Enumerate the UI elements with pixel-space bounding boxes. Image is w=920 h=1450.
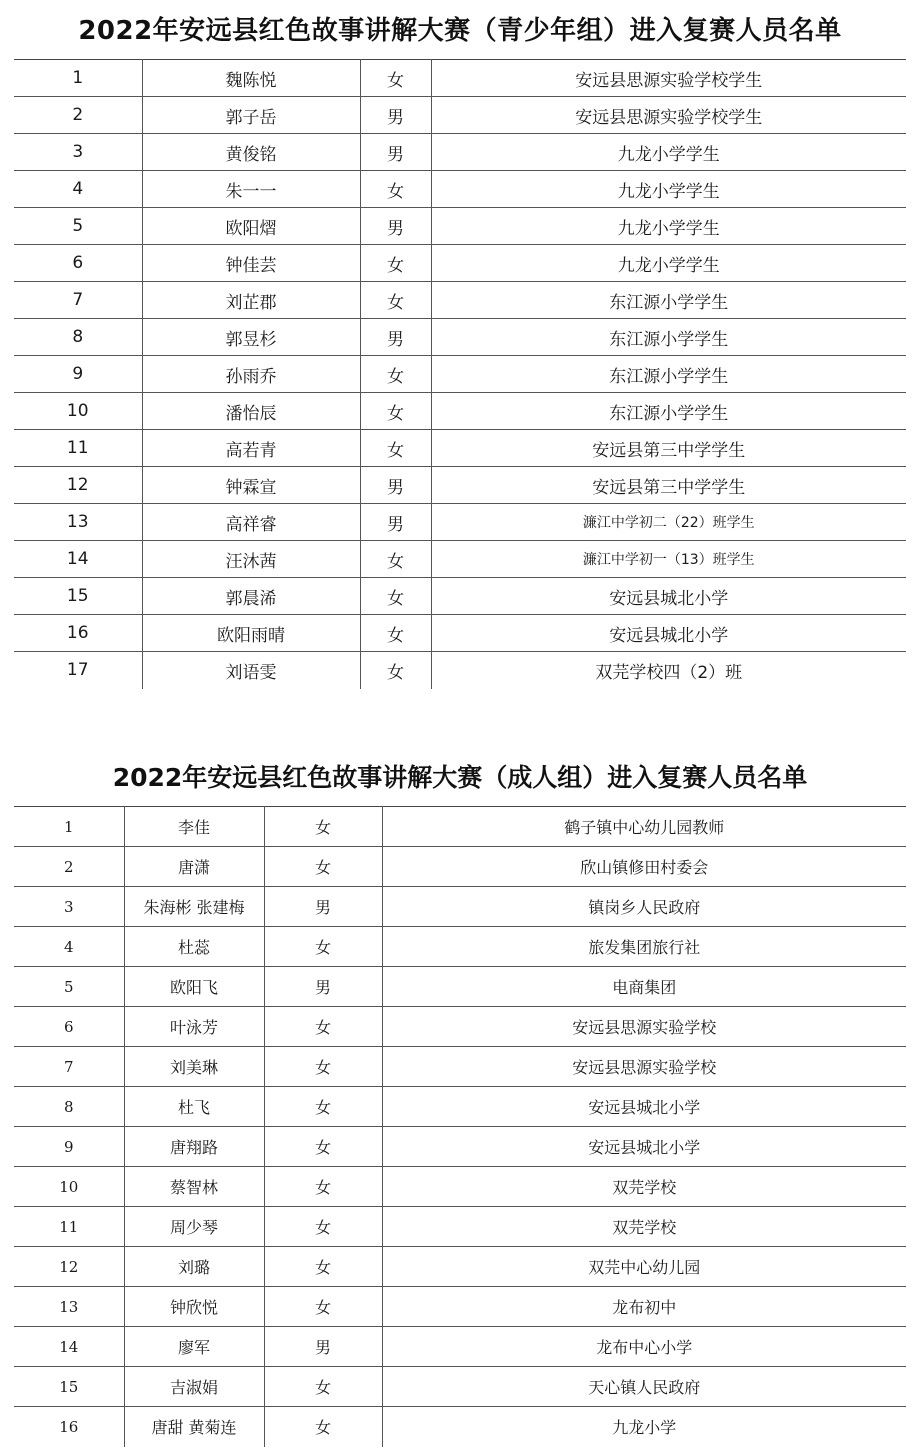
row-number: 11 [14, 430, 142, 467]
table-row [14, 1047, 906, 1087]
participant-name: 欧阳雨晴 [142, 615, 360, 652]
table-row [14, 356, 906, 393]
participant-name: 朱海彬 张建梅 [124, 887, 264, 927]
participant-unit: 九龙小学 [612, 1418, 677, 1438]
participant-name: 朱一一 [142, 171, 360, 208]
participant-unit: 鹤子镇中心幼儿园教师 [382, 807, 906, 847]
row-number: 1 [14, 60, 142, 97]
table-row [14, 847, 906, 887]
row-number: 2 [14, 847, 124, 887]
participant-name: 唐翔路 [124, 1127, 264, 1167]
participant-name: 钟霖宣 [142, 467, 360, 504]
participant-name: 钟欣悦 [124, 1287, 264, 1327]
table-row [14, 134, 906, 171]
participant-unit: 安远县思源实验学校学生 [431, 60, 906, 97]
participant-gender: 女 [264, 807, 382, 847]
participant-gender: 女 [360, 60, 431, 97]
participant-gender: 女 [360, 615, 431, 652]
row-number: 15 [14, 1367, 124, 1407]
participant-gender: 女 [360, 430, 431, 467]
participant-gender: 女 [264, 1087, 382, 1127]
participant-unit: 双芫学校 [382, 1167, 906, 1207]
table-row [14, 1287, 906, 1327]
participant-gender: 女 [264, 1367, 382, 1407]
table-row [14, 1367, 906, 1407]
table-row [14, 60, 906, 97]
table-row [14, 927, 906, 967]
participant-name: 孙雨乔 [142, 356, 360, 393]
table-row [14, 1087, 906, 1127]
table-row [14, 467, 906, 504]
participant-unit: 东江源小学学生 [431, 319, 906, 356]
participant-gender: 女 [360, 393, 431, 430]
row-number: 8 [14, 1087, 124, 1127]
table-row [14, 967, 906, 1007]
participant-unit: 九龙小学学生 [431, 171, 906, 208]
participant-name: 郭子岳 [142, 97, 360, 134]
row-number: 6 [14, 1007, 124, 1047]
row-number: 9 [14, 1127, 124, 1167]
participant-gender: 女 [360, 356, 431, 393]
table-row [14, 1167, 906, 1207]
adult-roster-table [14, 806, 906, 1447]
participant-gender: 女 [360, 652, 431, 689]
participant-unit: 双芫学校四（2）班 [595, 662, 743, 683]
participant-unit: 安远县城北小学 [382, 1127, 906, 1167]
participant-name: 郭晨浠 [142, 578, 360, 615]
participant-unit: 安远县思源实验学校 [382, 1047, 906, 1087]
row-number: 16 [14, 1407, 124, 1447]
table-row [14, 1247, 906, 1287]
participant-unit: 龙布中心小学 [382, 1327, 906, 1367]
participant-unit: 天心镇人民政府 [382, 1367, 906, 1407]
participant-gender: 女 [264, 1407, 382, 1447]
participant-name: 杜蕊 [124, 927, 264, 967]
table-row [14, 97, 906, 134]
youth-roster-table [14, 59, 906, 689]
table-row [14, 319, 906, 356]
participant-unit: 双芫中心幼儿园 [382, 1247, 906, 1287]
participant-unit: 九龙小学学生 [431, 208, 906, 245]
table-row [14, 1407, 906, 1447]
row-number: 9 [14, 356, 142, 393]
participant-gender: 男 [360, 504, 431, 541]
participant-gender: 女 [264, 847, 382, 887]
table-row [14, 1007, 906, 1047]
participant-name: 郭昱杉 [142, 319, 360, 356]
participant-gender: 女 [264, 927, 382, 967]
participant-unit: 安远县思源实验学校学生 [431, 97, 906, 134]
row-number: 4 [14, 927, 124, 967]
table-row [14, 208, 906, 245]
table-row [14, 1207, 906, 1247]
participant-unit: 镇岗乡人民政府 [382, 887, 906, 927]
participant-unit: 安远县城北小学 [382, 1087, 906, 1127]
participant-name: 李佳 [124, 807, 264, 847]
participant-unit: 电商集团 [382, 967, 906, 1007]
table-row [14, 393, 906, 430]
participant-gender: 男 [264, 887, 382, 927]
participant-gender: 男 [360, 319, 431, 356]
participant-gender: 女 [264, 1287, 382, 1327]
participant-name: 潘怡辰 [142, 393, 360, 430]
table-row [14, 1327, 906, 1367]
participant-unit: 安远县城北小学 [431, 615, 906, 652]
participant-name: 魏陈悦 [142, 60, 360, 97]
table-row [14, 1127, 906, 1167]
row-number: 12 [14, 467, 142, 504]
participant-name: 欧阳熠 [142, 208, 360, 245]
participant-gender: 女 [360, 578, 431, 615]
participant-gender: 女 [264, 1207, 382, 1247]
participant-unit: 安远县第三中学学生 [431, 467, 906, 504]
row-number: 12 [14, 1247, 124, 1287]
participant-name: 刘璐 [124, 1247, 264, 1287]
participant-unit: 东江源小学学生 [431, 282, 906, 319]
participant-gender: 男 [264, 1327, 382, 1367]
row-number: 5 [14, 208, 142, 245]
participant-gender: 女 [264, 1167, 382, 1207]
row-number: 11 [14, 1207, 124, 1247]
row-number: 7 [14, 282, 142, 319]
participant-unit: 东江源小学学生 [431, 356, 906, 393]
table-row [14, 282, 906, 319]
participant-name: 刘语雯 [142, 652, 360, 689]
participant-gender: 女 [360, 282, 431, 319]
row-number: 8 [14, 319, 142, 356]
table-row [14, 578, 906, 615]
row-number: 15 [14, 578, 142, 615]
participant-gender: 女 [360, 245, 431, 282]
participant-name: 黄俊铭 [142, 134, 360, 171]
participant-gender: 男 [360, 97, 431, 134]
row-number: 13 [14, 504, 142, 541]
participant-name: 蔡智林 [124, 1167, 264, 1207]
row-number: 3 [14, 134, 142, 171]
participant-name: 高若青 [142, 430, 360, 467]
table-row [14, 504, 906, 541]
participant-gender: 女 [264, 1047, 382, 1087]
row-number: 10 [14, 1167, 124, 1207]
row-number: 10 [14, 393, 142, 430]
participant-name: 廖军 [124, 1327, 264, 1367]
participant-gender: 男 [360, 208, 431, 245]
table-row [14, 615, 906, 652]
participant-gender: 女 [360, 541, 431, 578]
row-number: 6 [14, 245, 142, 282]
table-row [14, 652, 906, 689]
row-number: 7 [14, 1047, 124, 1087]
participant-unit: 九龙小学学生 [431, 245, 906, 282]
table-row [14, 430, 906, 467]
participant-name: 汪沐茜 [142, 541, 360, 578]
table-row [14, 887, 906, 927]
participant-gender: 女 [264, 1007, 382, 1047]
row-number: 14 [14, 541, 142, 578]
row-number: 2 [14, 97, 142, 134]
participant-gender: 男 [264, 967, 382, 1007]
participant-name: 高祥睿 [142, 504, 360, 541]
row-number: 16 [14, 615, 142, 652]
participant-name: 唐潇 [124, 847, 264, 887]
row-number: 4 [14, 171, 142, 208]
row-number: 1 [14, 807, 124, 847]
participant-name: 周少琴 [124, 1207, 264, 1247]
row-number: 3 [14, 887, 124, 927]
participant-name: 刘芷郡 [142, 282, 360, 319]
participant-name: 吉淑娟 [124, 1367, 264, 1407]
participant-name: 欧阳飞 [124, 967, 264, 1007]
participant-unit: 九龙小学学生 [431, 134, 906, 171]
row-number: 14 [14, 1327, 124, 1367]
participant-name: 钟佳芸 [142, 245, 360, 282]
table-row [14, 171, 906, 208]
participant-name: 杜飞 [124, 1087, 264, 1127]
participant-unit: 龙布初中 [382, 1287, 906, 1327]
table-row [14, 541, 906, 578]
participant-gender: 男 [360, 134, 431, 171]
table-row [14, 245, 906, 282]
row-number: 13 [14, 1287, 124, 1327]
participant-unit: 欣山镇修田村委会 [382, 847, 906, 887]
participant-name: 刘美琳 [124, 1047, 264, 1087]
row-number: 17 [14, 652, 142, 689]
participant-name: 唐甜 黄菊连 [124, 1407, 264, 1447]
participant-gender: 女 [264, 1247, 382, 1287]
participant-unit: 濂江中学初二（22）班学生 [431, 504, 906, 541]
participant-unit: 安远县城北小学 [431, 578, 906, 615]
youth-list-title: 2022年安远县红色故事讲解大赛（青少年组）进入复赛人员名单 [78, 16, 842, 46]
participant-gender: 女 [264, 1127, 382, 1167]
participant-unit: 旅发集团旅行社 [382, 927, 906, 967]
participant-unit: 安远县思源实验学校 [382, 1007, 906, 1047]
adult-list-title: 2022年安远县红色故事讲解大赛（成人组）进入复赛人员名单 [112, 763, 808, 792]
participant-name: 叶泳芳 [124, 1007, 264, 1047]
participant-unit: 东江源小学学生 [431, 393, 906, 430]
participant-unit: 安远县第三中学学生 [431, 430, 906, 467]
row-number: 5 [14, 967, 124, 1007]
participant-unit: 濂江中学初一（13）班学生 [431, 541, 906, 578]
participant-gender: 男 [360, 467, 431, 504]
participant-gender: 女 [360, 171, 431, 208]
table-row [14, 807, 906, 847]
participant-unit: 双芫学校 [382, 1207, 906, 1247]
